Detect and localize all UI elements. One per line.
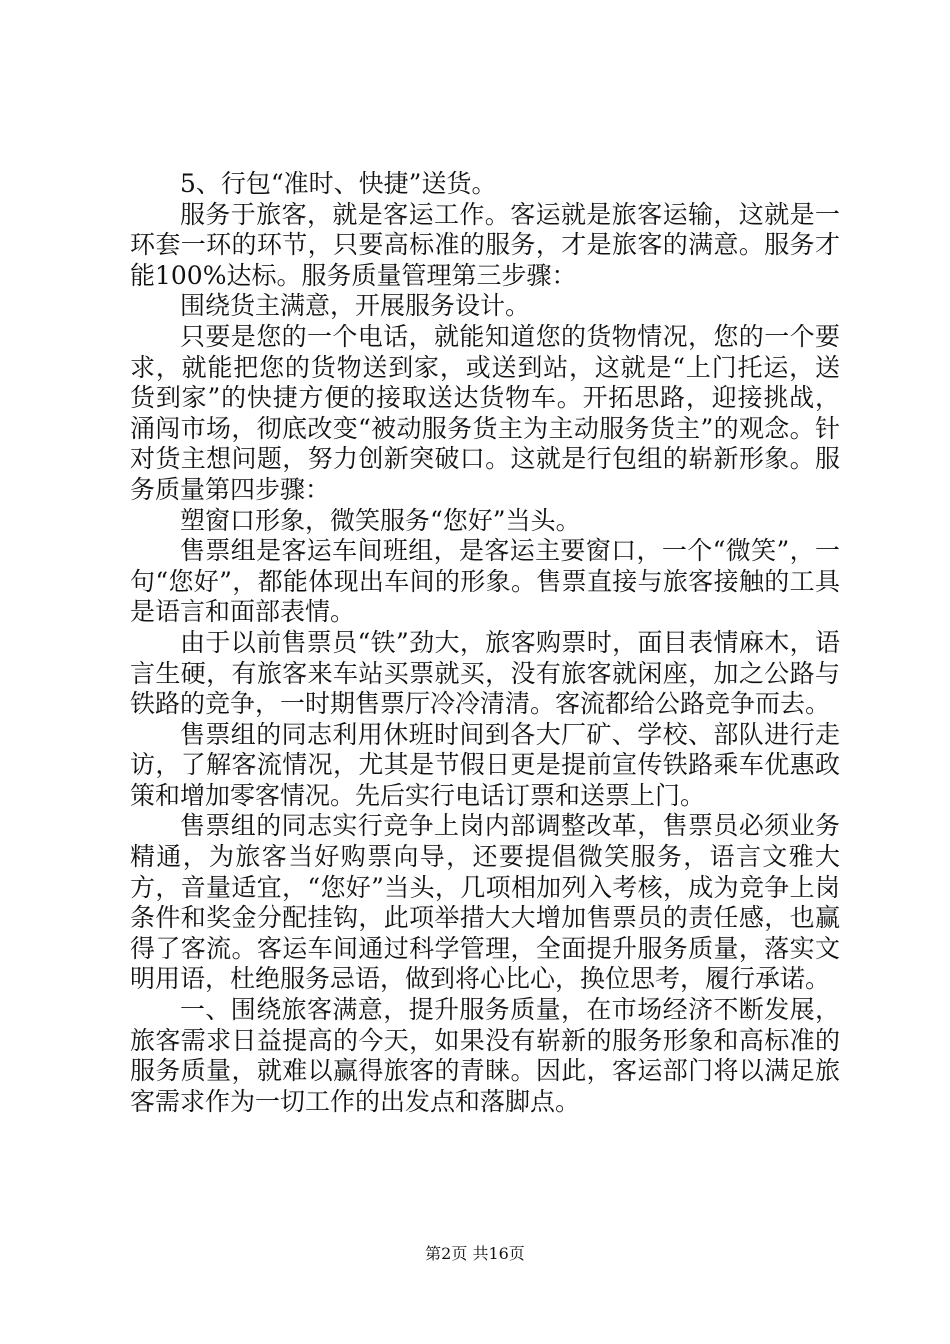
paragraph: 只要是您的一个电话，就能知道您的货物情况，您的一个要求，就能把您的货物送到家，或送到站，这就是“上门托运，送货到家”的快捷方便的接取送达货物车。开拓思路，迎接挑战，涌闯市场，彻底改变“被动服务货主为主动服务货主”的观念。针对货主想问题，努力创新突破口。这就是行包组的崭新形象。服务质量第四步骤：: [130, 321, 840, 504]
paragraph: 售票组的同志实行竞争上岗内部调整改革，售票员必须业务精通，为旅客当好购票向导，还要提倡微笑服务，语言文雅大方，音量适宜，“您好”当头，几项相加列入考核，成为竞争上岗条件和奖金分配挂钩，此项举措大大增加售票员的责任感，也赢得了客流。客运车间通过科学管理，全面提升服务质量，落实文明用语，杜绝服务忌语，做到将心比心，换位思考，履行承诺。: [130, 811, 840, 994]
paragraph: 由于以前售票员“铁”劲大，旅客购票时，面目表情麻木，语言生硬，有旅客来车站买票就买，没有旅客就闲座，加之公路与铁路的竞争，一时期售票厅冷冷清清。客流都给公路竞争而去。: [130, 627, 840, 719]
paragraph: 一、围绕旅客满意，提升服务质量，在市场经济不断发展，旅客需求日益提高的今天，如果没有崭新的服务形象和高标准的服务质量，就难以赢得旅客的青睐。因此，客运部门将以满足旅客需求作为一切工作的出发点和落脚点。: [130, 995, 840, 1116]
page-footer: 第2页 共16页: [425, 1244, 525, 1263]
paragraph: 服务于旅客，就是客运工作。客运就是旅客运输，这就是一环套一环的环节，只要高标准的服务，才是旅客的满意。服务才能100%达标。服务质量管理第三步骤：: [130, 199, 840, 290]
paragraph: 塑窗口形象，微笑服务“您好”当头。: [180, 505, 581, 535]
paragraph: 5、行包“准时、快捷”送货。: [180, 169, 497, 198]
paragraph: 售票组的同志利用休班时间到各大厂矿、学校、部队进行走访，了解客流情况，尤其是节假日更是提前宣传铁路乘车优惠政策和增加零客情况。先后实行电话订票和送票上门。: [130, 719, 840, 810]
paragraph: 售票组是客运车间班组，是客运主要窗口，一个“微笑”，一句“您好”，都能体现出车间的形象。售票直接与旅客接触的工具是语言和面部表情。: [130, 536, 840, 627]
document-body: [130, 169, 840, 1117]
paragraph: 围绕货主满意，开展服务设计。: [180, 291, 531, 321]
